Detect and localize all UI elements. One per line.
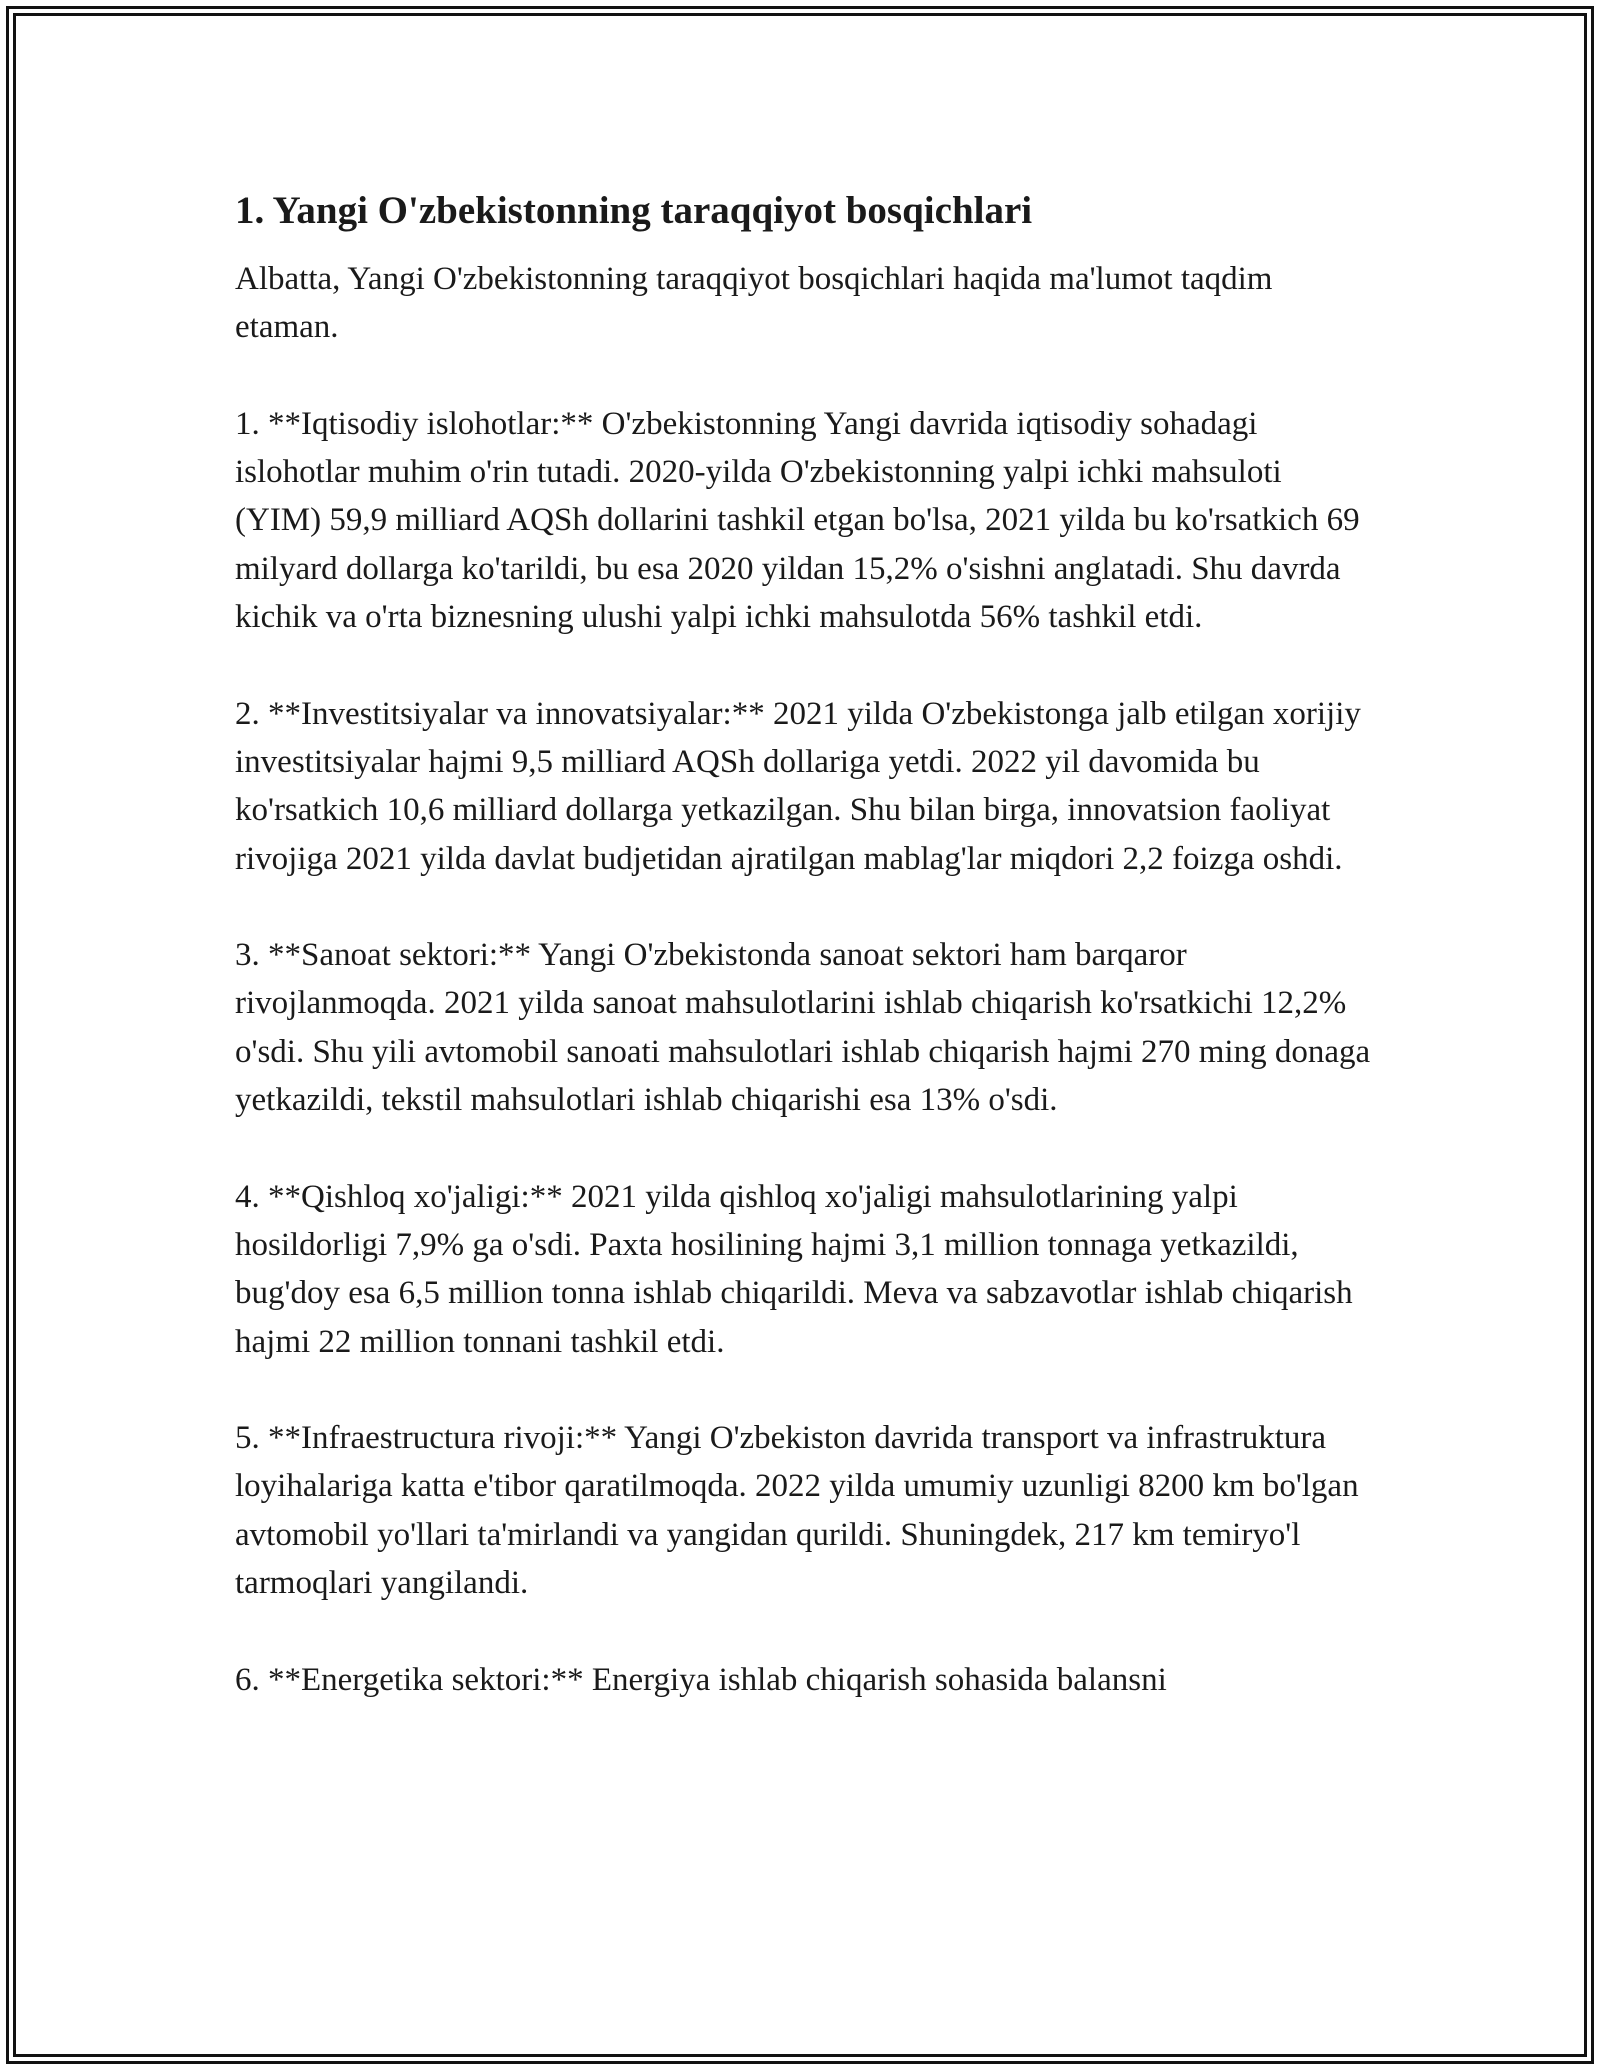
paragraph-gap — [235, 1607, 1375, 1655]
list-item-energy: 6. **Energetika sektori:** Energiya ishlab chiqarish sohasida balansni — [235, 1661, 1167, 1698]
list-item-agriculture: 4. **Qishloq xo'jaligi:** 2021 yilda qishloq xo'jaligi mahsulotlarining yalpi hosildorligi 7,9% ga o'sdi. Paxta hosilining hajmi 3,1 million tonnaga yetkazildi, bug'doy esa 6,5 million tonna ishlab chiqarildi. Meva va sabzavotlar ishlab chiqarish hajmi 22 million tonnani tashkil etdi. — [235, 1178, 1353, 1360]
list-item-infrastructure: 5. **Infraestructura rivoji:** Yangi O'zbekiston davrida transport va infrastruktura loyihalariga katta e'tibor qaratilmoqda. 2022 yilda umumiy uzunligi 8200 km bo'lgan avtomobil yo'llari ta'mirlandi va yangidan qurildi. Shuningdek, 217 km temiryo'l tarmoqlari yangilandi. — [235, 1420, 1359, 1602]
paragraph-gap — [235, 1124, 1375, 1172]
paragraph-gap — [235, 641, 1375, 689]
list-item-industry: 3. **Sanoat sektori:** Yangi O'zbekistonda sanoat sektori ham barqaror rivojlanmoqda. 2021 yilda sanoat mahsulotlarini ishlab chiqarish ko'rsatkichi 12,2% o'sdi. Shu yili avtomobil sanoati mahsulotlari ishlab chiqarish hajmi 270 ming donaga yetkazildi, tekstil mahsulotlari ishlab chiqarishi esa 13% o'sdi. — [235, 937, 1371, 1119]
list-item-economic-reforms: 1. **Iqtisodiy islohotlar:** O'zbekistonning Yangi davrida iqtisodiy sohadagi islohotlar muhim o'rin tutadi. 2020-yilda O'zbekistonning yalpi ichki mahsuloti (YIM) 59,9 milliard AQSh dollarini tashkil etgan bo'lsa, 2021 yilda bu ko'rsatkich 69 milyard dollarga ko'tarildi, bu esa 2020 yildan 15,2% o'sishni anglatadi. Shu davrda kichik va o'rta biznesning ulushi yalpi ichki mahsulotda 56% tashkil etdi. — [235, 405, 1360, 636]
document-body — [235, 185, 1375, 1704]
paragraph-gap — [235, 1366, 1375, 1414]
document-title: 1. Yangi O'zbekistonning taraqqiyot bosqichlari — [235, 189, 1033, 232]
intro-paragraph: Albatta, Yangi O'zbekistonning taraqqiyot bosqichlari haqida ma'lumot taqdim etaman. — [235, 261, 1273, 346]
list-item-investments: 2. **Investitsiyalar va innovatsiyalar:** 2021 yilda O'zbekistonga jalb etilgan xorijiy investitsiyalar hajmi 9,5 milliard AQSh dollariga yetdi. 2022 yil davomida bu ko'rsatkich 10,6 milliard dollarga yetkazilgan. Shu bilan birga, innovatsion faoliyat rivojiga 2021 yilda davlat budjetidan ajratilgan mablag'lar miqdori 2,2 foizga oshdi. — [235, 695, 1361, 877]
paragraph-gap — [235, 352, 1375, 400]
paragraph-gap — [235, 883, 1375, 931]
